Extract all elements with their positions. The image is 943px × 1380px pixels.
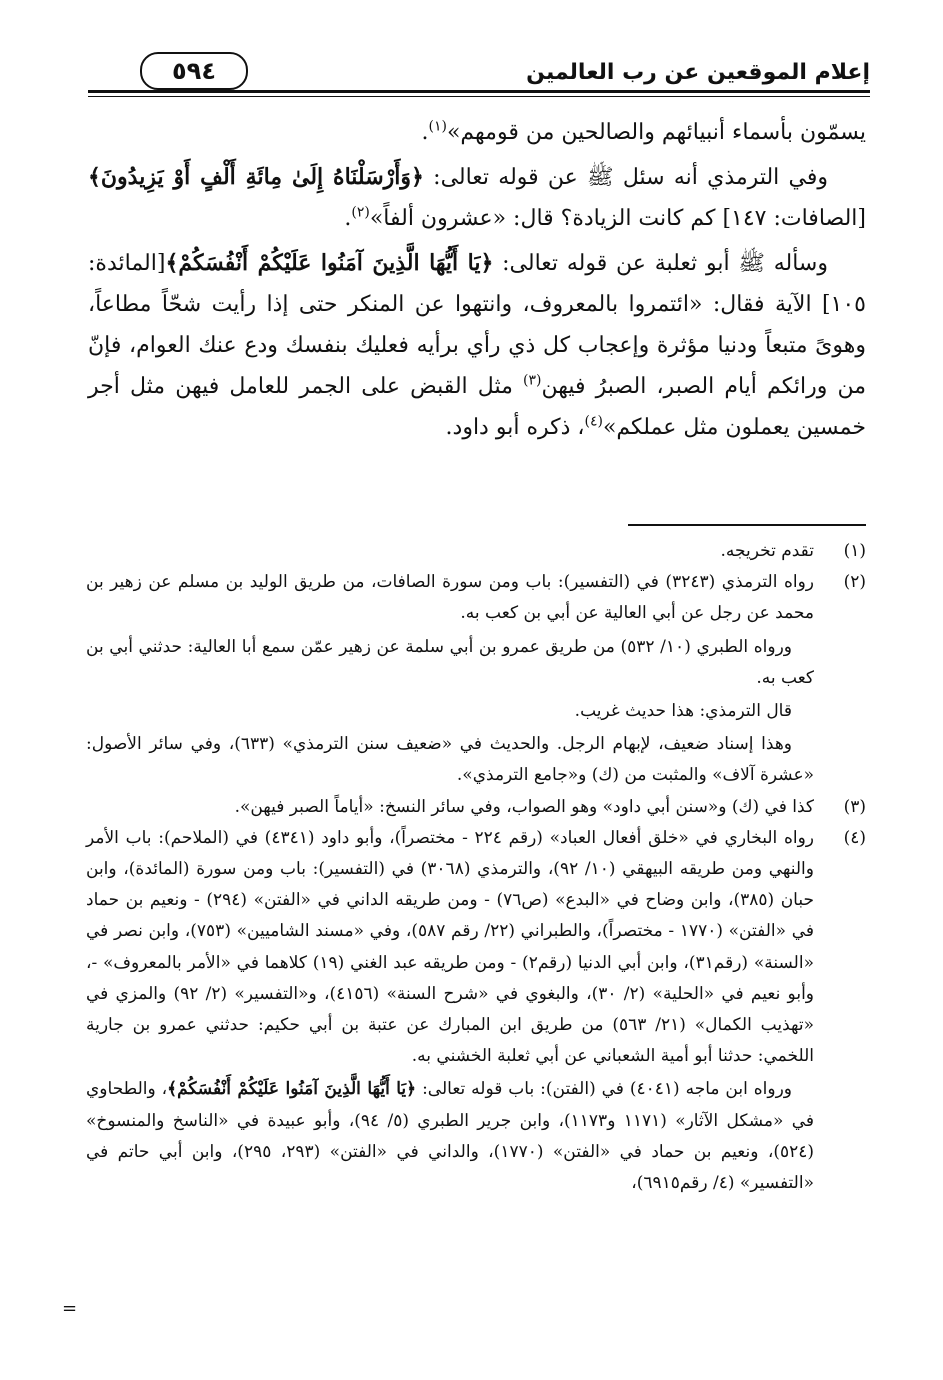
header-rule — [88, 90, 870, 93]
paragraph-3-text-c: مثل القبض على الجمر للعامل فيهن مثل أجر خمسين يعملون مثل عملكم» — [88, 374, 866, 440]
footnote-2-continuation: ورواه الطبري (١٠/ ٥٣٢) من طريق عمرو بن أبي سلمة عن زهير عمّن سمع أبا العالية: حدثني أبي بن كعب به. — [86, 636, 814, 688]
footnote-4-continuation — [86, 1074, 866, 1199]
paragraph-2-end: . — [344, 206, 352, 231]
footnote-ref-3[interactable]: (٣) — [523, 372, 542, 389]
paragraph-3-text-d: ، ذكره أبو داود. — [445, 415, 585, 440]
continuation-mark: = — [62, 1298, 78, 1319]
quran-verse: ﴿يَا أَيُّهَا الَّذِينَ آمَنُوا عَلَيْكُمْ أَنْفُسَكُمْ﴾ — [167, 1079, 417, 1100]
footnote-4-continuation-text-b: ، والطحاوي في «مشكل الآثار» (١١٧١ و١١٧٣)، وابن جرير الطبري (٥/ ٩٤)، وأبو عبيدة في «الناسخ والمنسوخ» (٥٢٤)، ونعيم بن حماد في «الفتن» (١٧٧٠)، والداني في «الفتن» (٢٩٣، ٢٩٥)، وابن أبي حاتم في «التفسير» (٤/ رقم٦٩١٥)، — [86, 1079, 815, 1194]
page-header — [88, 58, 870, 98]
footnote-number: (٣) — [843, 796, 866, 817]
paragraph-2-text-b: [الصافات: ١٤٧] كم كانت الزيادة؟ قال: «عشرون ألفاً» — [369, 206, 866, 231]
footnote-number: (٢) — [843, 572, 866, 593]
footnote-2-continuation: قال الترمذي: هذا حديث غريب. — [574, 701, 792, 722]
footnote-separator — [628, 524, 866, 526]
paragraph-2 — [88, 157, 866, 239]
header-rule-thin — [88, 96, 870, 97]
footnote-4-continuation-text-a: ورواه ابن ماجه (٤٠٤١) في (الفتن): باب قوله تعالى: — [416, 1079, 792, 1100]
footnote-ref-4[interactable]: (٤) — [584, 413, 603, 430]
paragraph-3-text-b: [المائدة: ١٠٥] الآية فقال: «ائتمروا بالمعروف، وانتهوا عن المنكر حتى إذا رأيت شحّاً مطاعاً، وهوىً متبعاً ودنيا مؤثرة وإعجاب كل ذي رأي برأيه فعليك بنفسك ودع عنك العوام، فإنّ من ورائكم أيام الصبر، الصبرُ فيهن — [88, 251, 866, 399]
footnote-2 — [86, 567, 866, 629]
quran-verse: ﴿يَا أَيُّهَا الَّذِينَ آمَنُوا عَلَيْكُمْ أَنْفُسَكُمْ﴾ — [165, 250, 494, 276]
footnote-ref-1[interactable]: (١) — [428, 118, 447, 135]
paragraph-2-text-a: وفي الترمذي أنه سئل ﷺ عن قوله تعالى: — [423, 165, 828, 190]
quran-verse: ﴿وَأَرْسَلْنَاهُ إِلَىٰ مِائَةِ أَلْفٍ أَوْ يَزِيدُونَ﴾ — [88, 164, 424, 190]
footnote-4 — [86, 823, 866, 1073]
footnote-number: (٤) — [843, 827, 866, 848]
footnote-text: تقدم تخريجه. — [720, 541, 814, 561]
footnote-3 — [86, 792, 866, 823]
paragraph-1-end: . — [421, 120, 429, 145]
footnote-number: (١) — [843, 541, 866, 561]
main-text — [88, 112, 866, 452]
paragraph-3-text-a: وسأله ﷺ أبو ثعلبة عن قوله تعالى: — [493, 251, 828, 276]
footnote-2-continuation: وهذا إسناد ضعيف، لإبهام الرجل. والحديث في «ضعيف سنن الترمذي» (٦٣٣)، وفي سائر الأصول: «عشرة آلاف» والمثبت من (ك) و«جامع الترمذي». — [86, 734, 814, 786]
page-number: ٥٩٤ — [140, 52, 248, 90]
paragraph-1-text: يسمّون بأسماء أنبيائهم والصالحين من قومهم» — [446, 120, 866, 145]
footnote-text: كذا في (ك) و«سنن أبي داود» وهو الصواب، وفي سائر النسخ: «أياماً الصبر فيهن». — [234, 796, 814, 817]
book-title: إعلام الموقعين عن رب العالمين — [526, 60, 870, 85]
footnote-text: رواه البخاري في «خلق أفعال العباد» (رقم ٢٢٤ - مختصراً)، وأبو داود (٤٣٤١) في (الملاحم): باب الأمر والنهي ومن طريقه البيهقي (١٠/ ٩٢)، والترمذي (٣٠٦٨) في (التفسير): باب ومن سورة (المائدة)، وابن حبان (٣٨٥)، وابن وضاح في «البدع» (ص٧٦) - ومن طريقه الداني في «الفتن» (٢٩٤) - ونعيم بن حماد في «الفتن» (١٧٧٠ - مختصراً)، والطبراني (٢٢/ رقم ٥٨٧)، وفي «مسند الشاميين» (٧٥٣)، وابن نصر في «السنة» (رقم٣١)، وابن أبي الدنيا (رقم٢) - ومن طريقه عبد الغني (١٩) كلاهما في «الأمر بالمعروف» -، وأبو نعيم في «الحلية» (٢/ ٣٠)، والبغوي في «شرح السنة» (٤١٥٦)، و«التفسير» (٢/ ٩٢) والمزي في «تهذيب الكمال» (٢١/ ٥٦٣) من طريق ابن المبارك عن عتبة بن أبي حكيم: حدثني عمرو بن جارية اللخمي: حدثنا أبو أمية الشعباني عن أبي ثعلبة الخشني به. — [86, 827, 815, 1067]
footnotes — [86, 536, 866, 1199]
footnote-text: رواه الترمذي (٣٢٤٣) في (التفسير): باب ومن سورة الصافات، من طريق الوليد بن مسلم عن زهير بن محمد عن رجل عن أبي العالية عن أبي بن كعب به. — [86, 572, 814, 624]
paragraph-3 — [88, 243, 866, 448]
footnote-1 — [86, 536, 866, 567]
footnote-ref-2[interactable]: (٢) — [351, 204, 370, 221]
paragraph-1 — [88, 112, 866, 153]
